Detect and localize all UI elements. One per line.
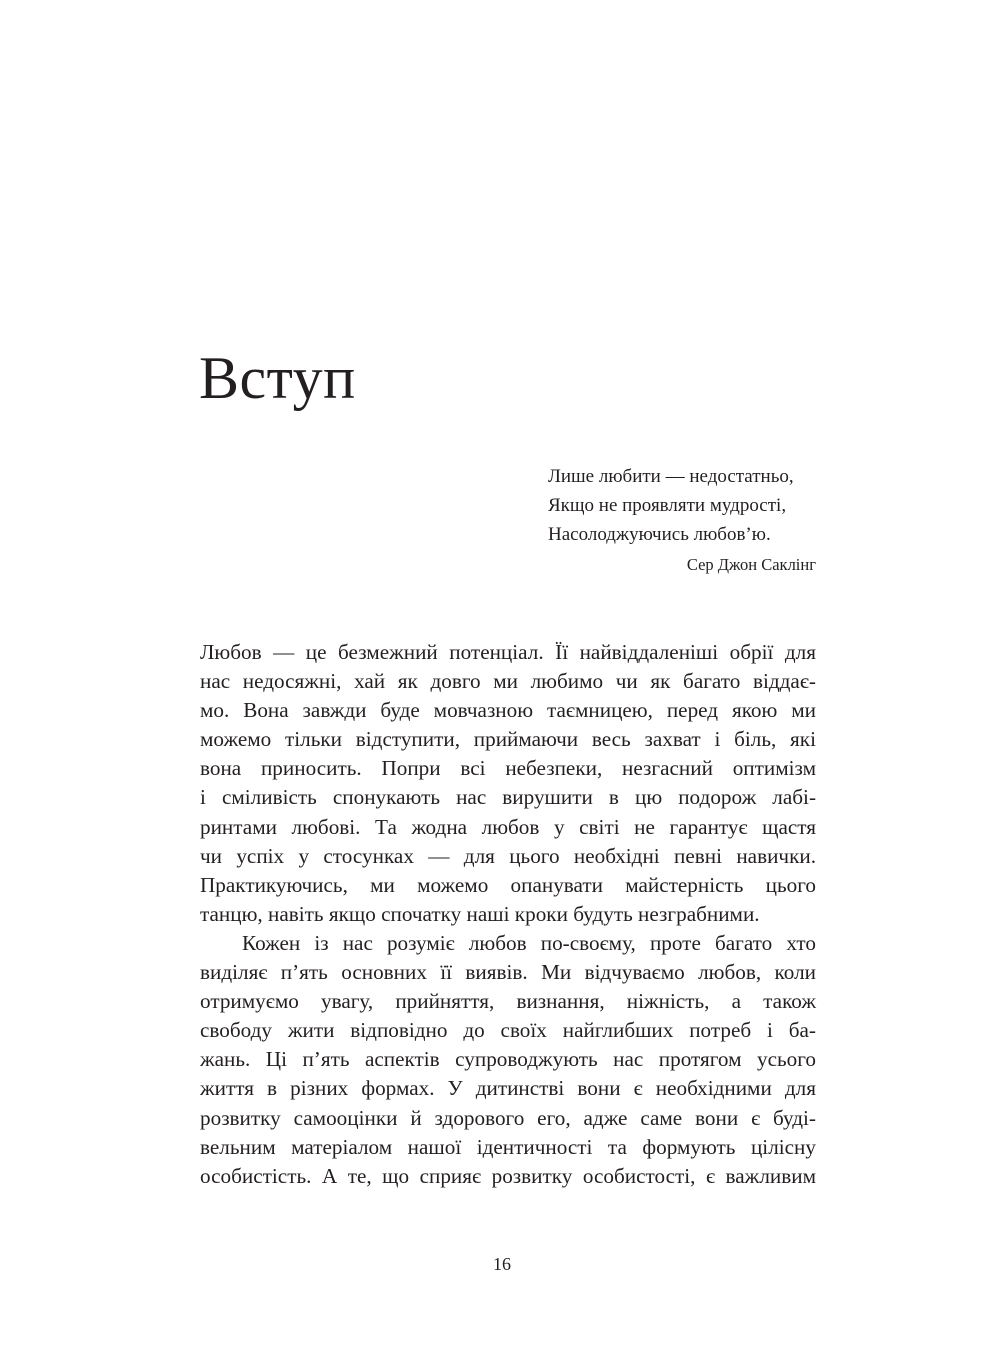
text-line: вельним матеріалом нашої ідентичності та формують цілісну: [200, 1134, 816, 1159]
text-line: виділяє п’ять основних її виявів. Ми відчуваємо любов, коли: [200, 960, 816, 985]
text-line: особистість. А те, що сприяє розвитку особистості, є важливим: [200, 1163, 816, 1188]
text-line: Практикуючись, ми можемо опанувати майстерність цього: [200, 872, 816, 897]
epigraph-line: Лише любити — недостатньо,: [548, 466, 794, 487]
text-line: свободу жити відповідно до своїх найглибших потреб і ба-: [200, 1018, 816, 1043]
text-line: нас недосяжні, хай як довго ми любимо чи як багато віддає-: [200, 669, 816, 694]
paragraph-1: [200, 638, 816, 929]
text-line: Любов — це безмежний потенціал. Її найвіддаленіші обрії для: [200, 640, 816, 664]
text-line: ринтами любові. Та жодна любов у світі не гарантує щастя: [200, 814, 816, 839]
body-text: [200, 638, 816, 1191]
epigraph-line: Насолоджуючись любов’ю.: [548, 524, 771, 545]
page-number: 16: [493, 1254, 511, 1274]
text-line: чи успіх у стосунках — для цього необхідні певні навички.: [200, 843, 816, 868]
text-line: можемо тільки відступити, приймаючи весь захват і біль, які: [200, 727, 816, 752]
text-line: Кожен із нас розуміє любов по-своєму, проте багато хто: [242, 930, 816, 955]
text-line: жань. Ці п’ять аспектів супроводжують нас протягом усього: [200, 1047, 816, 1072]
text-line: отримуємо увагу, прийняття, визнання, ніжність, а також: [200, 989, 816, 1014]
text-line: і сміливість спонукають нас вирушити в цю подорож лабі-: [200, 785, 816, 810]
paragraph-2: [200, 929, 816, 1191]
epigraph-line: Якщо не проявляти мудрості,: [548, 495, 787, 516]
text-line: розвитку самооцінки й здорового его, адже саме вони є буді-: [200, 1105, 816, 1130]
text-line: життя в різних формах. У дитинстві вони є необхідними для: [200, 1076, 816, 1101]
text-line: танцю, навіть якщо спочатку наші кроки будуть незграбними.: [200, 901, 760, 926]
text-line: вона приносить. Попри всі небезпеки, незгасний оптимізм: [200, 756, 816, 781]
epigraph-author: Сер Джон Саклінг: [686, 555, 816, 574]
text-line: мо. Вона завжди буде мовчазною таємницею, перед якою ми: [200, 698, 816, 723]
chapter-title: Вступ: [199, 345, 356, 411]
epigraph: [548, 462, 816, 578]
